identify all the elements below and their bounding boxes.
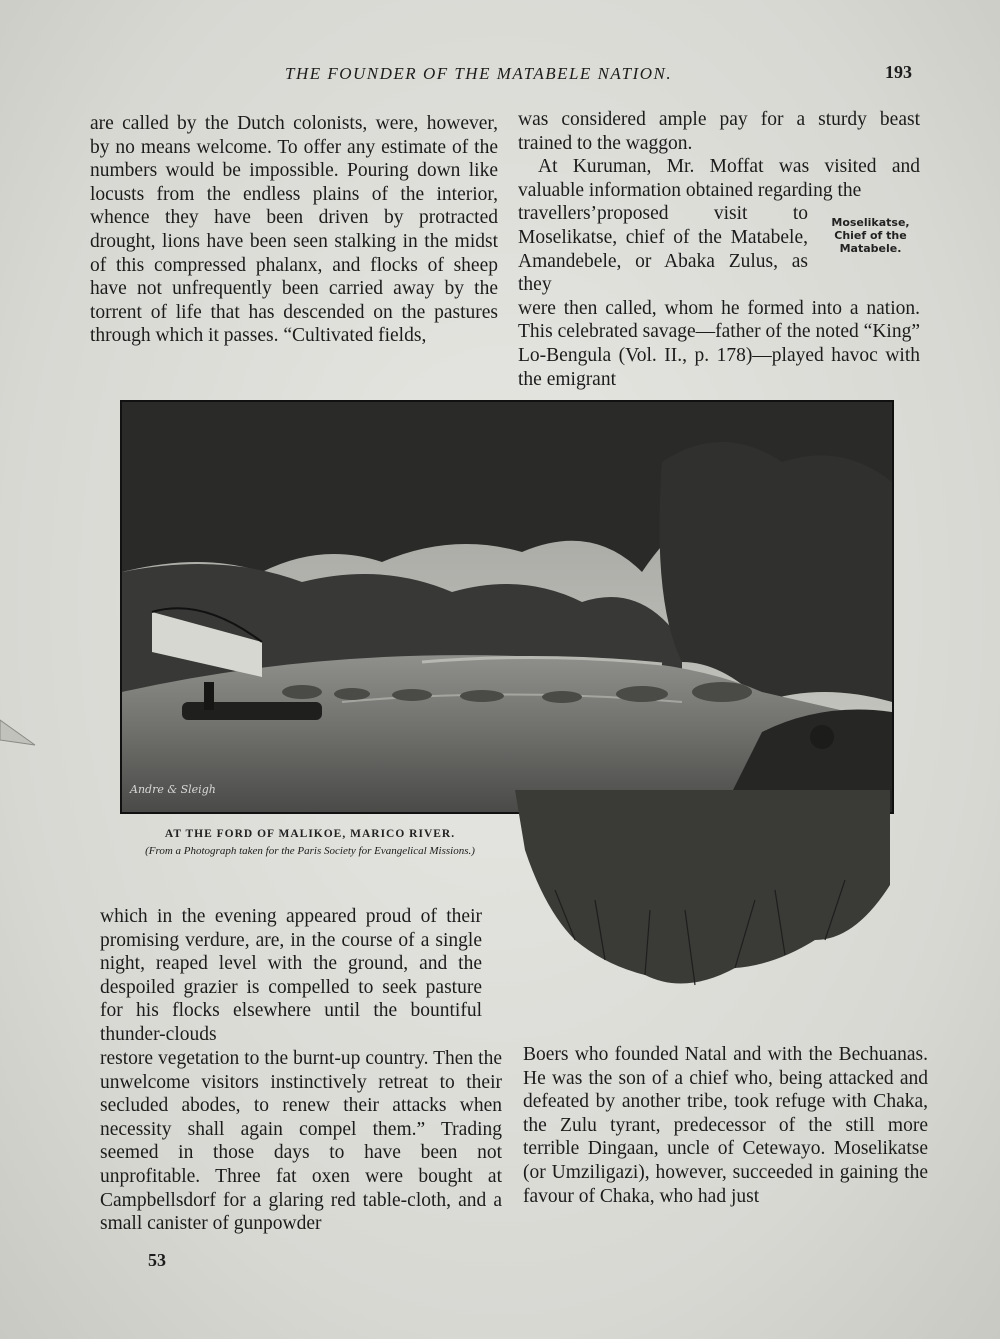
running-title: THE FOUNDER OF THE MATABELE NATION. (285, 64, 673, 83)
paragraph: which in the evening appeared proud of their promising verdure, are, in the course of a single night, reaped level with the ground, and the despoiled grazier is compelled to seek pasture for his flocks elsewhere until the bountiful thunder-clouds (100, 906, 482, 1045)
paragraph: restore vegetation to the burnt-up country. Then the unwelcome visitors instinctively retreat to their secluded abodes, to renew their attacks when necessity shall again compel them.” Trading seemed in those days to have been not unprofitable. Three fat oxen were bought at Campbellsdorf for a glaring red table-cloth, and a small canister of gunpowder (100, 1048, 502, 1235)
margin-note: Moselikatse, Chief of the Matabele. (831, 216, 910, 255)
paragraph: At Kuruman, Mr. Moffat was visited and valuable information obtained regarding the (518, 156, 920, 201)
left-column-bottom-text-b (100, 1047, 502, 1236)
caption-credit: (From a Photograph taken for the Paris Society for Evangelical Missions.) (145, 845, 475, 857)
paragraph: Boers who founded Natal and with the Bechuanas. He was the son of a chief who, being attacked and defeated by another tribe, took refuge with Chaka, the Zulu tyrant, predecessor of the still more terrible Dingaan, uncle of Cetewayo. Moselikatse (or Umziligazi), however, succeeded in gaining the favour of Chaka, who had just (523, 1044, 928, 1207)
engraver-signature: Andre & Sleigh (130, 783, 216, 796)
paragraph: are called by the Dutch colonists, were, however, by no means welcome. To offer any estimate of the numbers would be impossible. Pouring down like locusts from the endless plains of the interior, whence they have been driven by protracted drought, lions have been seen stalking in the midst of this compressed phalanx, and flocks of sheep have not unfrequently been carried away by the torrent of life that has descended on the pastures through which it passes. “Cultivated fields, (90, 113, 498, 347)
grass-vignette (515, 790, 890, 1005)
left-column-bottom-text-a (100, 905, 482, 1047)
engraving-illustration (120, 400, 894, 814)
right-column-bottom-text (523, 1043, 928, 1208)
figure-caption (130, 828, 490, 858)
paragraph: travellers’proposed visit to Moselikatse, chief of the Matabele, Amandebele, or Abaka Zulus, as they (518, 203, 808, 296)
running-header (90, 62, 920, 88)
page-edge-mark (0, 700, 40, 760)
paragraph: were then called, whom he formed into a nation. This celebrated savage—father of the noted “King” Lo-Bengula (Vol. II., p. 178)—played havoc with the emigrant (518, 297, 920, 390)
river-ford-engraving (122, 402, 892, 812)
paragraph: was considered ample pay for a sturdy beast trained to the waggon. (518, 109, 920, 154)
page-number: 193 (885, 62, 912, 82)
signature-folio: 53 (148, 1250, 166, 1270)
caption-title: AT THE FORD OF MALIKOE, MARICO RIVER. (164, 828, 456, 840)
left-column-top-text (90, 112, 498, 348)
